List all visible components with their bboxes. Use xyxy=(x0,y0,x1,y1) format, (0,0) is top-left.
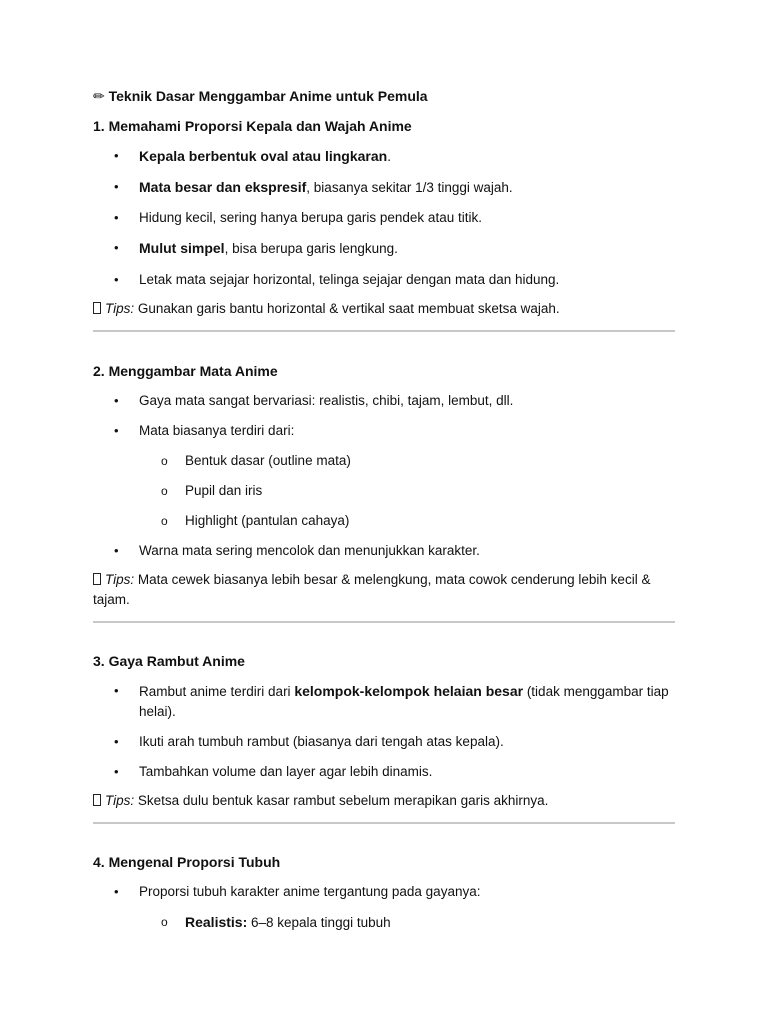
missing-glyph-icon xyxy=(93,573,101,585)
divider xyxy=(93,330,675,332)
sub-list-item: o Pupil dan iris xyxy=(93,481,675,501)
document-page xyxy=(93,86,675,933)
section-3-list xyxy=(93,681,675,782)
sub-list-item: o Highlight (pantulan cahaya) xyxy=(93,511,675,531)
list-item: • Warna mata sering mencolok dan menunjukkan karakter. xyxy=(93,541,675,561)
list-item: • Mata besar dan ekspresif, biasanya sekitar 1/3 tinggi wajah. xyxy=(93,177,675,198)
sub-list-item: o Bentuk dasar (outline mata) xyxy=(93,451,675,471)
document-title: ✏ Teknik Dasar Menggambar Anime untuk Pemula xyxy=(93,88,428,104)
list-item: • Rambut anime terdiri dari kelompok-kelompok helaian besar (tidak menggambar tiap helai). xyxy=(93,681,675,722)
tip-paragraph: Tips: Mata cewek biasanya lebih besar & melengkung, mata cowok cenderung lebih kecil & tajam. xyxy=(93,572,651,607)
sub-list-item: o Realistis: 6–8 kepala tinggi tubuh xyxy=(93,912,675,933)
list-item: • Kepala berbentuk oval atau lingkaran. xyxy=(93,146,675,167)
list-item: • Mata biasanya terdiri dari: xyxy=(93,421,675,441)
list-item: • Mulut simpel, bisa berupa garis lengkung. xyxy=(93,238,675,259)
section-3-heading: 3. Gaya Rambut Anime xyxy=(93,653,245,669)
tip-paragraph: Tips: Sketsa dulu bentuk kasar rambut sebelum merapikan garis akhirnya. xyxy=(93,791,675,811)
section-1-list xyxy=(93,146,675,290)
list-item: • Ikuti arah tumbuh rambut (biasanya dari tengah atas kepala). xyxy=(93,732,675,752)
section-2-list xyxy=(93,391,675,561)
list-item: • Tambahkan volume dan layer agar lebih dinamis. xyxy=(93,762,675,782)
missing-glyph-icon xyxy=(93,302,101,314)
list-item: • Hidung kecil, sering hanya berupa garis pendek atau titik. xyxy=(93,208,675,228)
divider xyxy=(93,621,675,623)
list-item: • Letak mata sejajar horizontal, telinga sejajar dengan mata dan hidung. xyxy=(93,270,675,290)
section-1-heading: 1. Memahami Proporsi Kepala dan Wajah Anime xyxy=(93,118,412,134)
section-4-list xyxy=(93,882,675,933)
list-item: • Proporsi tubuh karakter anime tergantung pada gayanya: xyxy=(93,882,675,902)
section-2-heading: 2. Menggambar Mata Anime xyxy=(93,363,278,379)
tip-paragraph: Tips: Gunakan garis bantu horizontal & vertikal saat membuat sketsa wajah. xyxy=(93,299,675,319)
section-4-heading: 4. Mengenal Proporsi Tubuh xyxy=(93,854,281,870)
divider xyxy=(93,822,675,824)
list-item: • Gaya mata sangat bervariasi: realistis, chibi, tajam, lembut, dll. xyxy=(93,391,675,411)
missing-glyph-icon xyxy=(93,794,101,806)
